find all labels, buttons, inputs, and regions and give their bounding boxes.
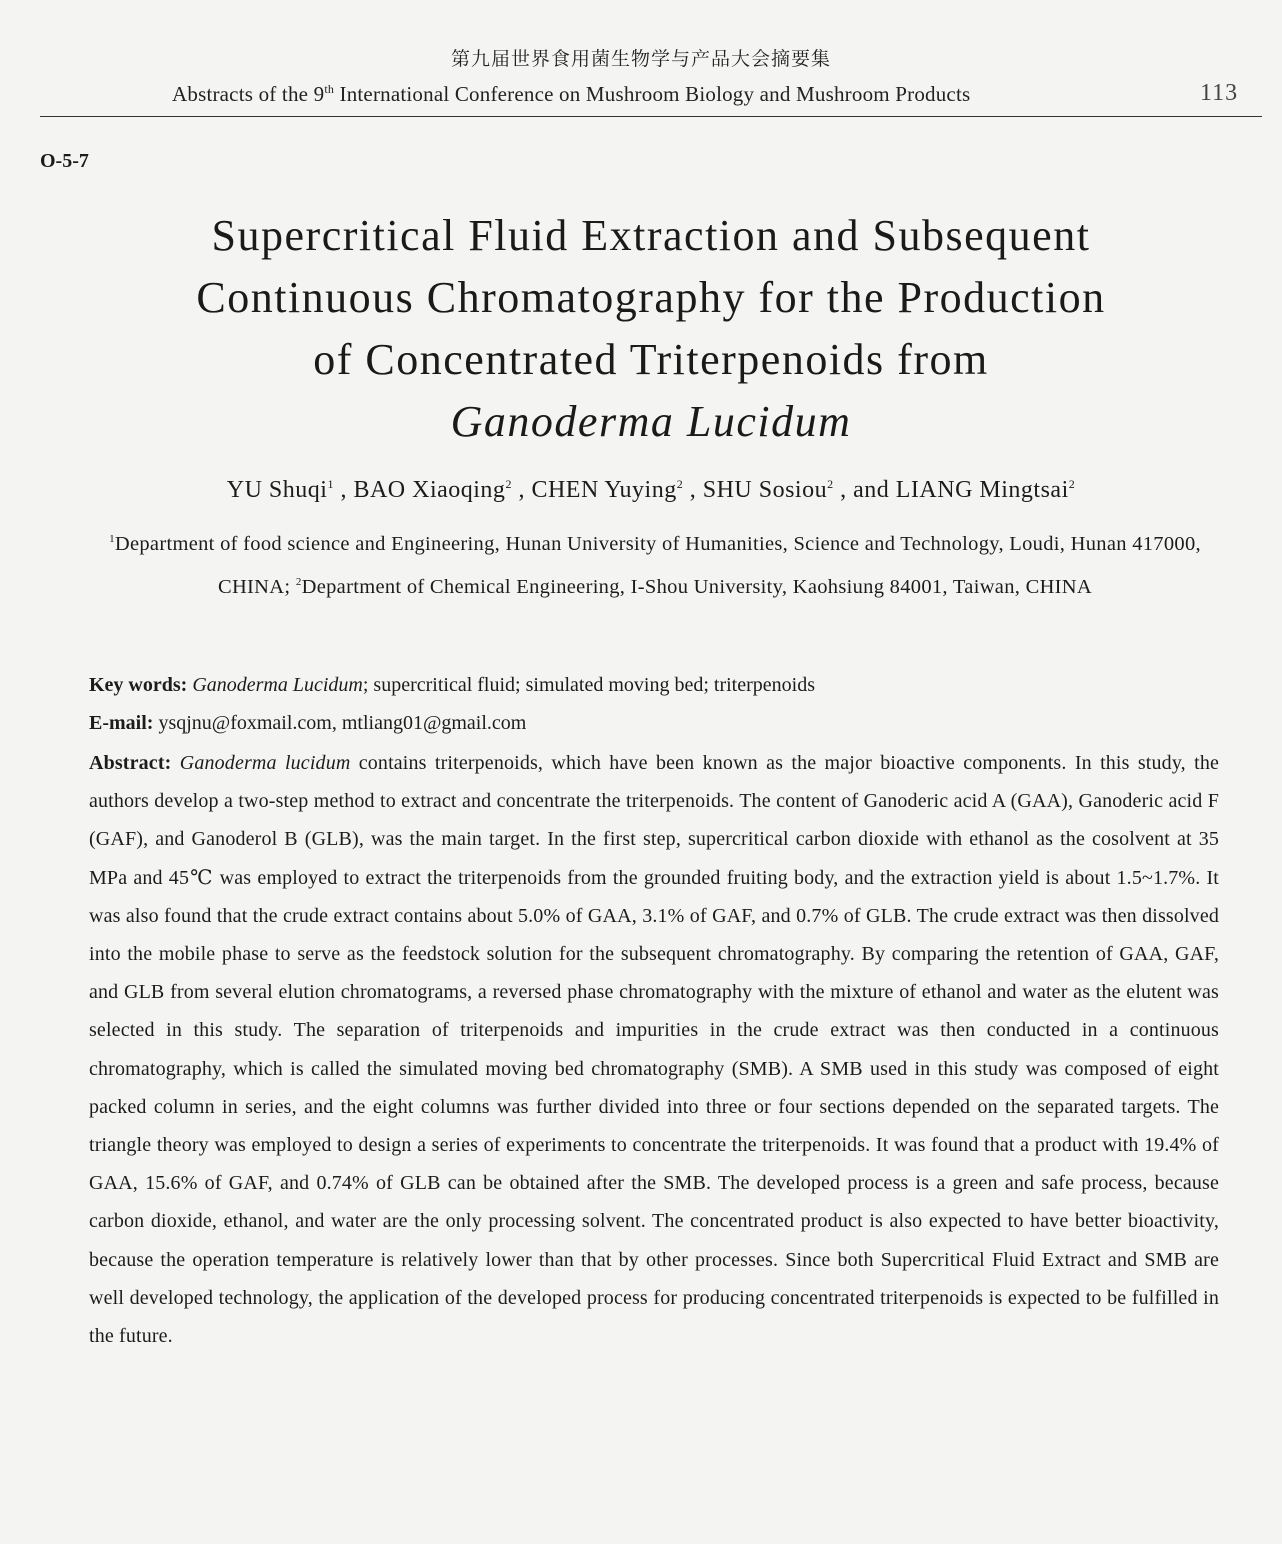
keywords-text: ; supercritical fluid; simulated moving bed; triterpenoids xyxy=(362,674,815,696)
abstract-species: Ganoderma lucidum xyxy=(179,752,351,774)
author-separator: , xyxy=(333,477,354,503)
author-affil-mark: 2 xyxy=(827,477,834,491)
abstract-label: Abstract: xyxy=(89,752,172,774)
author-affil-mark: 1 xyxy=(327,477,334,491)
affiliation-1: Department of food science and Engineering, Hunan University of Humanities, Science and Technology, Loudi, Hunan 417000, CHINA; xyxy=(114,532,1201,599)
keywords-line xyxy=(89,674,815,697)
keywords-label: Key words: xyxy=(89,674,188,696)
author-name: BAO Xiaoqing xyxy=(353,477,506,503)
header-rule xyxy=(40,116,1262,117)
author-name: CHEN Yuying xyxy=(531,477,677,503)
author-separator: , xyxy=(511,477,532,503)
running-header-english xyxy=(172,82,970,107)
author-name: YU Shuqi xyxy=(226,477,328,503)
email-line xyxy=(89,712,526,735)
author-name: LIANG Mingtsai xyxy=(895,477,1069,503)
page-number: 113 xyxy=(1200,80,1239,106)
paper-code: O-5-7 xyxy=(40,150,89,172)
title-line-3: of Concentrated Triterpenoids from xyxy=(313,335,989,384)
author-affil-mark: 2 xyxy=(505,477,512,491)
header-english-sup: th xyxy=(324,82,335,96)
running-header-chinese: 第九届世界食用菌生物学与产品大会摘要集 xyxy=(450,48,831,70)
affiliation-2: Department of Chemical Engineering, I-Shou University, Kaohsiung 84001, Taiwan, CHINA xyxy=(301,576,1093,599)
author-affil-mark: 2 xyxy=(676,477,684,491)
author-separator: , xyxy=(683,477,703,503)
author-separator: , and xyxy=(833,477,896,503)
abstract-text: contains triterpenoids, which have been known as the major bioactive components. In this study, the authors develop a two-step method to extract and concentrate the triterpenoids. The content of Ganoderic acid A (GAA), Ganoderic acid F (GAF), and Ganoderol B (GLB), was the main target. In the first step, supercritical carbon dioxide with ethanol as the cosolvent at 35 MPa and 45℃ was employed to extract the triterpenoids from the grounded fruiting body, and the extraction yield is about 1.5~1.7%. It was also found that the crude extract contains about 5.0% of GAA, 3.1% of GAF, and 0.7% of GLB. The crude extract was then dissolved into the mobile phase to serve as the feedstock solution for the subsequent chromatography. By comparing the retention of GAA, GAF, and GLB from several elution chromatograms, a reversed phase chromatography with the mixture of ethanol and water as the elutent was selected in this study. The separation of triterpenoids and impurities in the crude extract was then conducted in a continuous chromatography, which is called the simulated moving bed chromatography (SMB). A SMB used in this study was composed of eight packed column in series, and the eight columns was further divided into three or four sections depended on the separated targets. The triangle theory was employed to design a series of experiments to concentrate the triterpenoids. It was found that a product with 19.4% of GAA, 15.6% of GAF, and 0.74% of GLB can be obtained after the SMB. The developed process is a green and safe process, because carbon dioxide, ethanol, and water are the only processing solvent. The concentrated product is also expected to have better bioactivity, because the operation temperature is relatively lower than that by other processes. Since both Supercritical Fluid Extract and SMB are well developed technology, the application of the developed process for producing concentrated triterpenoids is expected to be fulfilled in the future. xyxy=(89,752,1220,1348)
author-name: SHU Sosiou xyxy=(702,477,828,503)
title-line-2: Continuous Chromatography for the Production xyxy=(196,273,1106,322)
title-species: Ganoderma Lucidum xyxy=(450,397,852,446)
keywords-species: Ganoderma Lucidum xyxy=(192,674,363,696)
title-line-1: Supercritical Fluid Extraction and Subsequent xyxy=(211,211,1091,260)
email-label: E-mail: xyxy=(89,712,154,734)
paper-title xyxy=(60,205,1242,453)
affil-mark-2: 2 xyxy=(295,576,302,589)
header-english-post: International Conference on Mushroom Biology and Mushroom Products xyxy=(334,82,971,106)
author-list xyxy=(60,477,1242,504)
author-affil-mark: 2 xyxy=(1068,477,1076,491)
abstract xyxy=(89,744,1219,1355)
email-addresses: ysqjnu@foxmail.com, mtliang01@gmail.com xyxy=(158,712,527,734)
affiliations xyxy=(90,520,1220,607)
header-english-pre: Abstracts of the 9 xyxy=(172,82,325,106)
affil-mark-1: 1 xyxy=(109,533,115,545)
